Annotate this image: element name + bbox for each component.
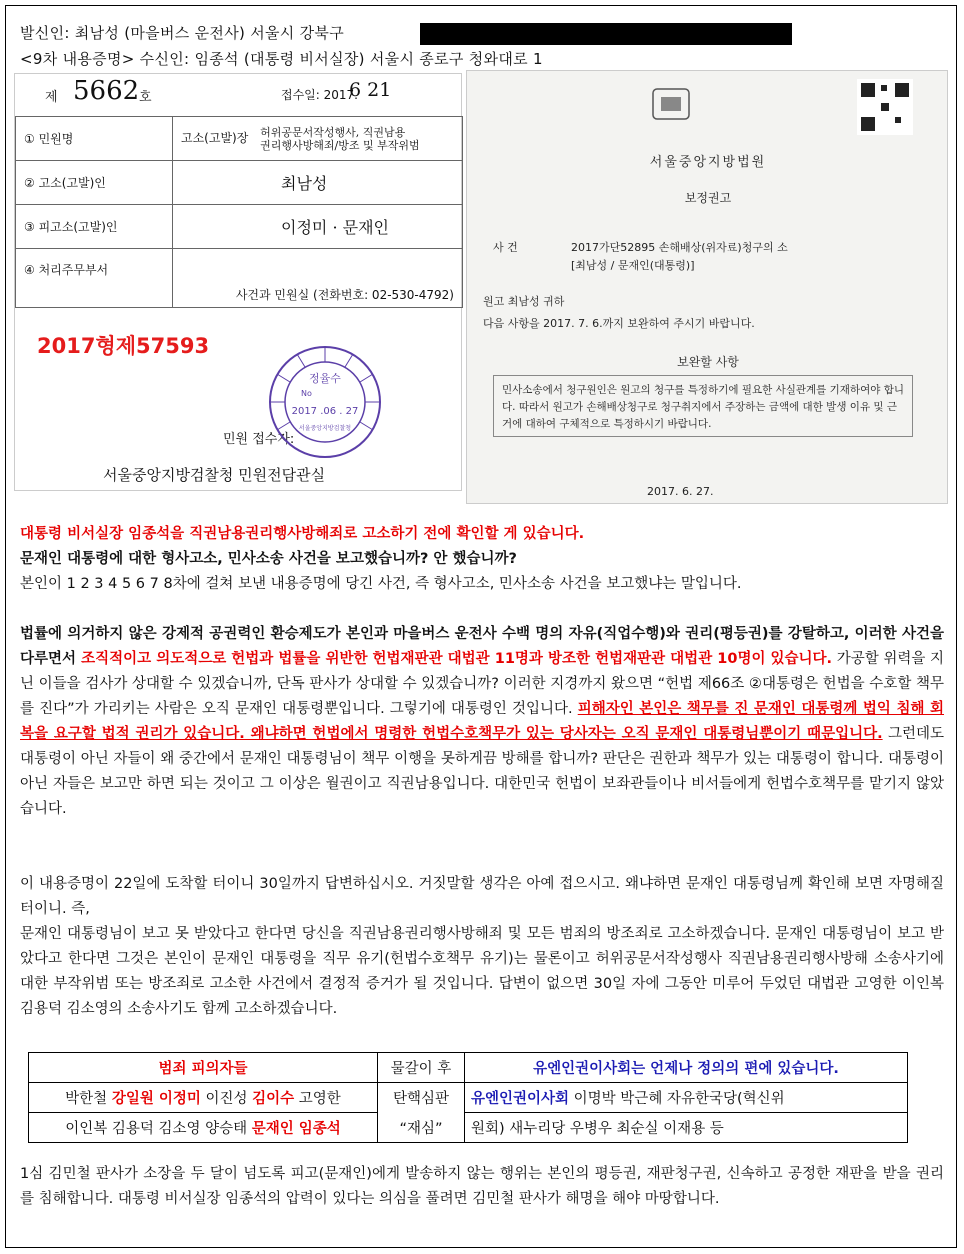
accused-hand: 이정미 · 문재인 — [281, 218, 389, 237]
suspects-line2 — [29, 1113, 378, 1143]
receipt-table — [15, 116, 463, 308]
row-value — [173, 205, 463, 249]
row-label: ① 민원명 — [16, 117, 173, 161]
receipt-no: 5662 — [73, 76, 140, 106]
unhrc-line2: 원회) 새누리당 우병우 최순실 이재용 등 — [465, 1113, 908, 1143]
warning-paragraph: 문재인 대통령님이 보고 못 받았다고 한다면 당신을 직권남용권리행사방해죄 및 모든 범죄의 방조죄로 고소하겠습니다. 문재인 대통령님이 보고 받았다고 한다면 그것은 본인이 문재인 대통령을 직무 유기(헌법수호책무 유기)는 물론이고 허위공문서작성행사 직권남용권리행사방해 소송사기에 대한 부작위범 또는 방조죄로 고소한 사건에서 결정적 증거가 될 것입니다. 답변이 없으면 30일 자에 그동안 미루어 두었던 대법관 고영한 이인복 김용덕 김소영의 소송사기도 함께 고소하겠습니다. — [20, 926, 944, 1017]
receipt-header — [15, 74, 463, 117]
complainant-hand: 최남성 — [281, 174, 328, 193]
court-title: 서울중앙지방법원 — [649, 155, 767, 170]
recipient-line: <9차 내용증명> 수신인: 임종석 (대통령 비서실장) 서울시 종로구 청와대로 1 — [20, 50, 543, 68]
deadline: 다음 사항을 2017. 7. 6.까지 보완하여 주시기 바랍니다. — [483, 317, 755, 330]
seal-no: No — [301, 389, 312, 398]
retrial-cell: “재심” — [378, 1113, 465, 1143]
intro-title: 대통령 비서실장 임종석을 직권남용권리행사방해죄로 고소하기 전에 확인할 게 있습니다. — [20, 526, 585, 542]
receipt-no-suffix: 호 — [139, 90, 152, 105]
seal-org: 서울중앙지방검찰청 — [298, 425, 352, 432]
p2-e: 그런데도 대통령이 아닌 자들이 왜 중간에서 문재인 대통령님이 책무 이행을 못하게끔 방해를 합니까? 판단은 권한과 책무가 있는 대통령이 합니다. 대통령이 아닌 자들은 보고만 하면 되는 것이고 그 이상은 월권이고 직권남용입니다. 대한민국 헌법이 보좌관들이나 비서들에게 헌법수호책무를 맡기지 않았습니다. — [20, 726, 944, 817]
impeach-cell: 탄핵심판 — [378, 1083, 465, 1113]
row-label: ② 고소(고발)인 — [16, 161, 173, 205]
suspect-names: 이인복 김용덕 김소영 양승태 — [65, 1121, 252, 1137]
redacted-address — [420, 23, 792, 45]
suspect-names-red: 강일원 이정미 — [111, 1091, 201, 1107]
p2-d: 피해자인 본인은 책무를 진 문재인 대통령께 법익 침해 회복을 요구할 법적 권리가 있습니다. 왜냐하면 헌법에서 명령한 헌법수호책무가 있는 당사자는 오직 문재인 대통령님뿐이기 때문입니다. — [20, 701, 944, 742]
receipt-row — [16, 161, 463, 205]
seal-name: 정율수 — [309, 372, 341, 385]
row-value — [173, 161, 463, 205]
addressee: 원고 최남성 귀하 — [483, 295, 565, 308]
p2-b: 조직적이고 의도적으로 헌법과 법률을 위반한 헌법재판관 대법관 11명과 방조한 헌법재판관 대법관 10명이 있습니다. — [81, 651, 833, 667]
row-label: ④ 처리주무부서 — [16, 249, 173, 308]
section-title: 보완할 사항 — [677, 355, 739, 369]
intro-sub: 본인이 1 2 3 4 5 6 7 8차에 걸쳐 보낸 내용증명에 당긴 사건, 즉 형사고소, 민사소송 사건을 보고했냐는 말입니다. — [20, 576, 742, 592]
suspect-names-red: 문재인 임종석 — [251, 1121, 341, 1137]
court-emblem-icon — [647, 85, 695, 125]
suspect-names-red: 김이수 — [252, 1091, 295, 1107]
case-label: 사 건 — [493, 241, 518, 254]
court-date: 2017. 6. 27. — [647, 485, 714, 498]
row-label: ③ 피고소(고발)인 — [16, 205, 173, 249]
qr-code-icon — [857, 79, 913, 135]
header-after: 물갈이 후 — [378, 1053, 465, 1083]
header-unhrc: 유엔인권이사회는 언제나 정의의 편에 있습니다. — [465, 1053, 908, 1083]
table-row — [29, 1083, 908, 1113]
header-suspects: 범죄 피의자들 — [29, 1053, 378, 1083]
p2-a: 법률에 의거하지 않은 강제적 공권력인 환승제도가 본인과 마을버스 운전사 수백 명의 자유(직업수행)와 권리(평등권)를 강탈하고, 이러한 사건을 다루면서 — [20, 626, 944, 667]
date-seal-icon — [267, 344, 383, 460]
closing-paragraph: 1심 김민철 판사가 소장을 두 달이 넘도록 피고(문재인)에게 발송하지 않는 행위는 본인의 평등권, 재판청구권, 신속하고 공정한 재판을 받을 권리를 침해합니다. 대통령 비서실장 임종석의 압력이 있다는 의심을 풀려면 김민철 판사가 해명을 해야 마땅합니다. — [20, 1166, 944, 1207]
complaint-receipt — [14, 73, 462, 491]
case-parties: [최남성 / 문재인(대통령)] — [571, 259, 695, 272]
receipt-date-label: 접수일: 2017. — [281, 88, 358, 102]
receipt-row — [16, 205, 463, 249]
case-value: 2017가단52895 손해배상(위자료)청구의 소 — [571, 241, 788, 254]
row-value — [173, 117, 463, 161]
receipt-row — [16, 117, 463, 161]
unhrc-line1 — [465, 1083, 908, 1113]
suspects-line1 — [29, 1083, 378, 1113]
suspect-names: 이진성 — [200, 1091, 253, 1107]
court-notice — [466, 70, 948, 504]
sender-line: 발신인: 최남성 (마을버스 운전사) 서울시 강북구 — [20, 24, 345, 42]
intro-question: 문재인 대통령에 대한 형사고소, 민사소송 사건을 보고했습니까? 안 했습니까? — [20, 551, 517, 567]
suspect-names: 박한철 — [65, 1091, 112, 1107]
office-name: 서울중앙지방검찰청 민원전담관실 — [103, 466, 326, 484]
suspects-table — [28, 1052, 908, 1143]
receipt-bottom — [15, 290, 463, 492]
unhrc-label: 유엔인권이사회 — [471, 1091, 570, 1107]
table-row — [29, 1113, 908, 1143]
seal-date: 2017 .06 . 27 — [291, 406, 359, 417]
receipt-no-prefix: 제 — [45, 90, 58, 105]
row-sub: 고소(고발)장 — [181, 131, 249, 145]
correction-body: 민사소송에서 청구원인은 원고의 청구를 특정하기에 필요한 사실관계를 기재하여야 합니다. 따라서 원고가 손해배상청구로 청구취지에서 주장하는 금액에 대한 발생 이유 및 근거에 대하여 구체적으로 특정하시기 바랍니다. — [493, 375, 913, 437]
p2-c: 가공할 위력을 지닌 이들을 검사가 상대할 수 있겠습니까, 단독 판사가 상대할 수 있겠습니까? 이러한 지경까지 왔으면 “헌법 제66조 ②대통령은 헌법을 수호할 책무를 진다”가 가리키는 사람은 오직 문재인 대통령뿐입니다. 그렇기에 대통령인 것입니다. — [20, 651, 944, 717]
suspect-names: 고영한 — [294, 1091, 341, 1107]
receipt-date: 6 21 — [349, 79, 392, 101]
row-value: 사건과 민원실 (전화번호: 02-530-4792) — [173, 249, 463, 308]
main-paragraph — [20, 622, 944, 822]
receiver-label: 민원 접수자: — [223, 432, 295, 447]
unhrc-names: 이명박 박근혜 자유한국당(혁신위 — [569, 1091, 785, 1107]
case-number: 2017형제57593 — [37, 334, 210, 358]
court-subtitle: 보정권고 — [684, 191, 732, 205]
row-hand: 허위공문서작성행사, 직권남용 권리행사방해죄/방조 및 부작위범 — [260, 125, 420, 152]
table-row — [29, 1053, 908, 1083]
reply-request: 이 내용증명이 22일에 도착할 터이니 30일까지 답변하십시오. 거짓말할 생각은 아예 접으시고. 왜냐하면 문재인 대통령님께 확인해 보면 자명해질 터이니. 즉, — [20, 876, 944, 917]
